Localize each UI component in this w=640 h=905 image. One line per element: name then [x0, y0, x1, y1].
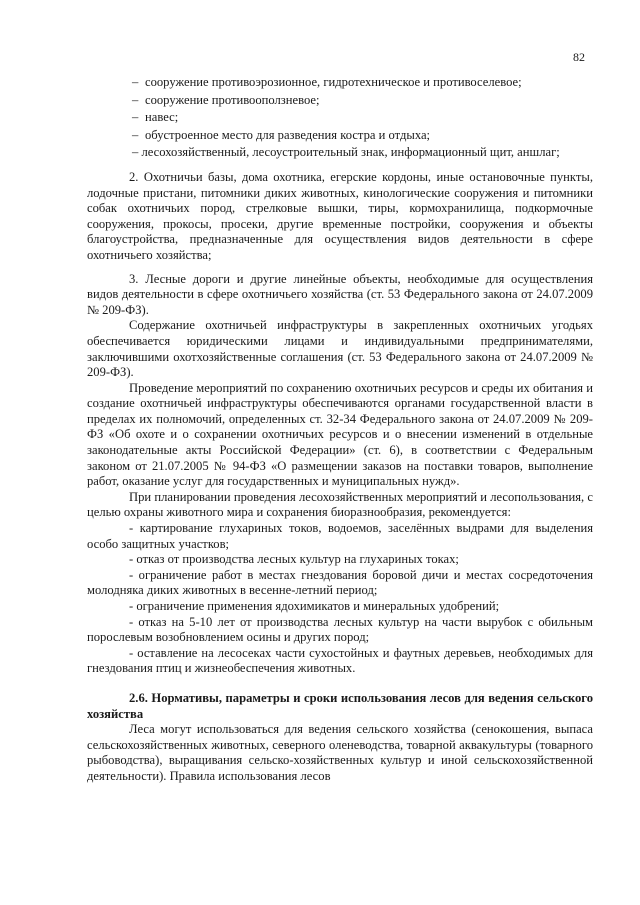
list-item-last: – лесохозяйственный, лесоустроительный знак, информационный щит, аншлаг; [132, 145, 560, 160]
list-item [87, 110, 593, 126]
dash-mark: – [132, 92, 139, 107]
list-item [87, 75, 593, 91]
page-number: 82 [573, 50, 585, 64]
section-heading: 2.6. Нормативы, параметры и сроки использования лесов для ведения сельского хозяйства [87, 690, 593, 721]
recommendation-item: - оставление на лесосеках части сухостойных и фаутных деревьев, необходимых для гнездования птиц и жизнеобеспечения животных. [87, 645, 593, 676]
paragraph-planning-recommendations: При планировании проведения лесохозяйственных мероприятий и лесопользования, с целью охраны животного мира и сохранения биоразнообразия, рекомендуется: [87, 489, 593, 520]
dash-mark: – [132, 75, 139, 89]
dash-item-text: навес; [145, 110, 179, 125]
paragraph-infrastructure-maintenance: Содержание охотничьей инфраструктуры в закрепленных охотничьих угодьях обеспечивается юридическими лицами и индивидуальными предпринимателями, заключившими охотхозяйственные соглашения (ст. 53 Федерального закона от 24.07.2009 № 209-ФЗ). [87, 318, 593, 380]
paragraph-resource-conservation: Проведение мероприятий по сохранению охотничьих ресурсов и среды их обитания и создание охотничьей инфраструктуры обеспечиваются органами государственной власти в пределах их полномочий, определенных ст. 32-34 Федерального закона от 24.07.2009 № 209-ФЗ «Об охоте и о сохранении охотничьих ресурсов и о внесении изменений в отдельные законодательные акты Российской Федерации» (ст. 6), в соответствии с Федеральным законом от 21.07.2005 № 94-ФЗ «О размещении заказов на поставки товаров, выполнение работ, оказание услуг для государственных и муниципальных нужд». [87, 380, 593, 489]
dash-mark: – [132, 110, 139, 125]
paragraph-agriculture-use: Леса могут использоваться для ведения сельского хозяйства (сенокошения, выпаса сельскохозяйственных животных, северного оленеводства, товарной аквакультуры (товарного рыбоводства), выращивания сельско-хозяйственных культур и иной сельскохозяйственной деятельности). Правила использования лесов [87, 722, 593, 783]
recommendation-item: - ограничение работ в местах гнездования боровой дичи и местах сосредоточения молодняка диких животных в весенне-летний период; [87, 567, 593, 598]
dash-mark: – [132, 127, 139, 142]
paragraph-forest-roads: 3. Лесные дороги и другие линейные объекты, необходимые для осуществления видов деятельности в сфере охотничьего хозяйства (ст. 53 Федерального закона от 24.07.2009 № 209-ФЗ). [87, 271, 593, 317]
list-item [87, 93, 593, 109]
list-item [87, 128, 593, 144]
dash-item-text: сооружение противооползневое; [145, 92, 320, 107]
recommendation-item: - ограничение применения ядохимикатов и минеральных удобрений; [129, 599, 500, 613]
recommendation-item: - картирование глухариных токов, водоемов, заселённых выдрами для выделения особо защитных участков; [87, 521, 593, 551]
dash-item-text: обустроенное место для разведения костра и отдыха; [145, 127, 431, 142]
page-content [87, 75, 593, 785]
recommendation-item: - отказ на 5-10 лет от производства лесных культур на части вырубок с обильным порослевым возобновлением осины и других пород; [87, 614, 593, 645]
dash-item-text: сооружение противоэрозионное, гидротехническое и противоселевое; [145, 75, 522, 89]
paragraph-hunting-bases: 2. Охотничьи базы, дома охотника, егерские кордоны, иные остановочные пункты, лодочные пристани, питомники диких животных, кинологические сооружения и питомники собак охотничьих пород, стрелковые вышки, тиры, кормохранилища, подкормочные сооружения, прокосы, просеки, другие временные постройки, сооружения и объекты благоустройства, предназначенные для осуществления видов деятельности в сфере охотничьего хозяйства; [87, 169, 593, 262]
recommendation-item: - отказ от производства лесных культур на глухариных токах; [129, 552, 459, 567]
